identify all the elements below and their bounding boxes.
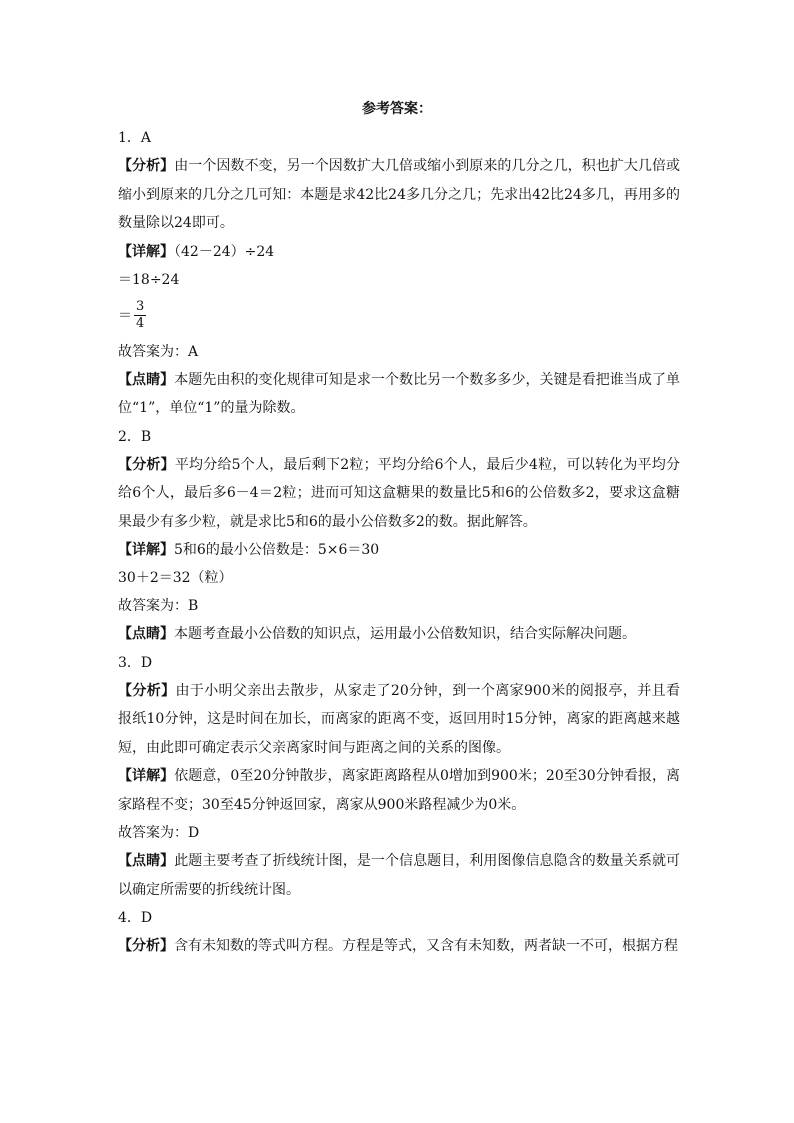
- q1-fraction-denominator: 4: [136, 316, 145, 331]
- q1-fraction: [134, 299, 146, 332]
- q2-comment-tag: 【点睛】: [118, 626, 174, 642]
- q4-number: 4．D: [118, 910, 153, 926]
- q3-detail: [118, 762, 680, 819]
- q2-number: 2．B: [118, 428, 152, 445]
- q2-analysis-tag: 【分析】: [118, 456, 175, 473]
- q3-analysis-tag: 【分析】: [118, 682, 176, 699]
- q2-analysis-text: 平均分给5个人，最后剩下2粒；平均分给6个人，最后少4粒，可以转化为平均分给6个人，最后多6－4＝2粒；进而可知这盒糖果的数量比5和6的公倍数多2，要求这盒糖果最少有多少粒，就是求比5和6的最小公倍数多2的数。据此解答。: [118, 456, 680, 530]
- q1-comment-tag: 【点睛】: [118, 371, 175, 388]
- q1-analysis-tag: 【分析】: [118, 158, 175, 174]
- q2-detail: [118, 536, 680, 564]
- q2-detail-tag: 【详解】: [118, 542, 174, 558]
- q2-answer: 故答案为：B: [118, 598, 199, 614]
- q1-detail-eq: ＝: [118, 307, 132, 324]
- q4-analysis: [118, 932, 680, 961]
- q1-analysis: [118, 152, 680, 238]
- q2-analysis: [118, 451, 680, 537]
- q1-detail-fraction-line: [118, 294, 680, 338]
- q4-analysis-text: 含有未知数的等式叫方程。方程是等式，又含有未知数，两者缺一不可，根据方程: [174, 938, 678, 954]
- q1-analysis-text: 由一个因数不变，另一个因数扩大几倍或缩小到原来的几分之几，积也扩大几倍或缩小到原来的几分之几可知：本题是求42比24多几分之几；先求出42比24多几，再用多的数量除以24即可。: [118, 158, 681, 231]
- q3-analysis-text: 由于小明父亲出去散步，从家走了20分钟，到一个离家900米的阅报亭，并且看报纸10分钟，这是时间在加长，而离家的距离不变，返回用时15分钟，离家的距离越来越短，由此即可确定表示父亲离家时间与距离之间的关系的图像。: [118, 682, 681, 756]
- answer-content: [118, 124, 680, 961]
- q1-detail-tag: 【详解】: [118, 243, 174, 260]
- q3-comment-text: 此题主要考查了折线统计图，是一个信息题目，利用图像信息隐含的数量关系就可以确定所需要的折线统计图。: [118, 853, 681, 898]
- q4-analysis-tag: 【分析】: [118, 938, 174, 954]
- q1-detail-line1: （42－24）÷24: [174, 243, 275, 260]
- q1-detail: [118, 238, 680, 266]
- q2-detail-line1: 5和6的最小公倍数是：5×6＝30: [174, 542, 380, 558]
- q1-detail-line2: ＝18÷24: [118, 271, 180, 288]
- q1-number: 1．A: [118, 130, 152, 146]
- q3-comment: [118, 847, 680, 904]
- q1-comment-text: 本题先由积的变化规律可知是求一个数比另一个数多多少，关键是看把谁当成了单位“1”，单位“1”的量为除数。: [118, 371, 681, 416]
- q2-detail-line2: 30＋2＝32（粒）: [118, 570, 233, 586]
- q2-comment-text: 本题考查最小公倍数的知识点，运用最小公倍数知识，结合实际解决问题。: [174, 626, 636, 642]
- q3-comment-tag: 【点睛】: [118, 853, 175, 869]
- q1-fraction-numerator: 3: [136, 299, 145, 314]
- page-title: 参考答案：: [362, 101, 432, 117]
- q1-answer: 故答案为：A: [118, 343, 199, 360]
- q3-answer: 故答案为：D: [118, 825, 200, 841]
- q1-comment: [118, 366, 680, 423]
- q3-detail-tag: 【详解】: [118, 768, 175, 784]
- q2-comment: [118, 620, 680, 649]
- q3-number: 3．D: [118, 654, 153, 671]
- q3-detail-text: 依题意，0至20分钟散步，离家距离路程从0增加到900米；20至30分钟看报，离家路程不变；30至45分钟返回家，离家从900米路程减少为0米。: [118, 768, 680, 813]
- q3-analysis: [118, 677, 680, 763]
